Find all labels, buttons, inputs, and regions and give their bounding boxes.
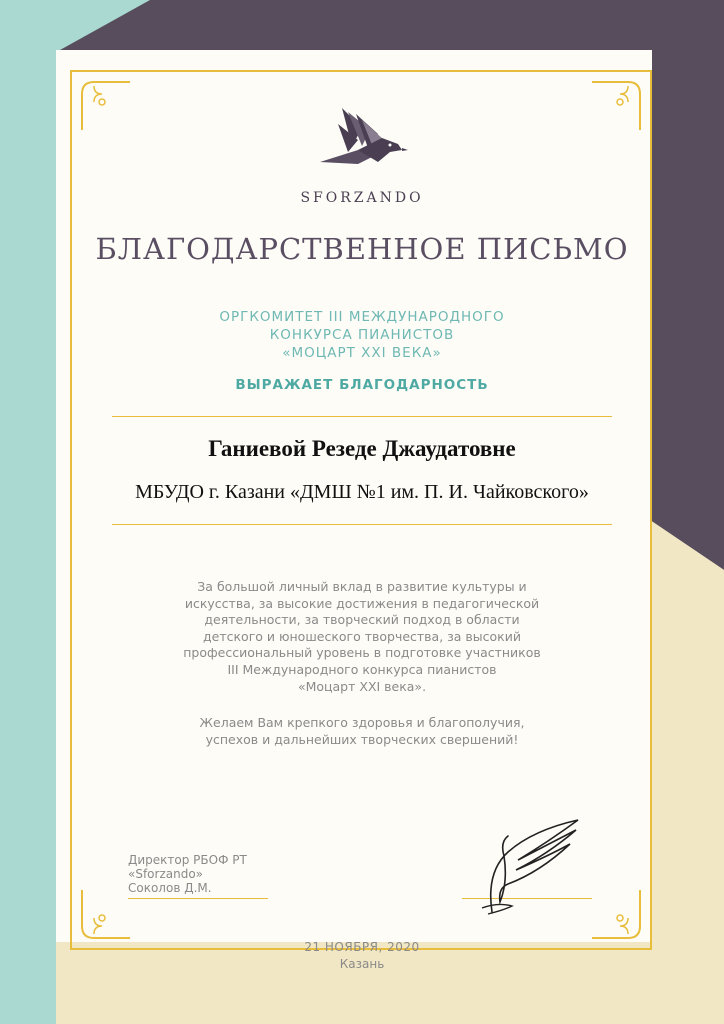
- body-line: деятельности, за творческий подход в области: [204, 612, 520, 628]
- gratitude-body: [0, 579, 724, 695]
- wish-line: успехов и дальнейших творческих свершений!: [205, 731, 519, 747]
- signatory-block: [128, 853, 247, 895]
- signatory-line: Директор РБОФ РТ: [128, 853, 247, 867]
- body-line: профессиональный уровень в подготовке участников: [183, 645, 541, 661]
- body-line: «Моцарт XXI века».: [297, 678, 427, 694]
- issue-city: Казань: [339, 957, 385, 971]
- organizer-line: ОРГКОМИТЕТ III МЕЖДУНАРОДНОГО: [219, 309, 505, 325]
- expresses-gratitude: ВЫРАЖАЕТ БЛАГОДАРНОСТЬ: [235, 377, 489, 393]
- recipient-name: Ганиевой Резеде Джаудатовне: [208, 436, 516, 461]
- signatory-line: Соколов Д.М.: [128, 881, 212, 895]
- recipient-school: МБУДО г. Казани «ДМШ №1 им. П. И. Чайковского»: [135, 481, 589, 503]
- corner-ornament-bottom-right: [590, 888, 650, 948]
- body-line: За большой личный вклад в развитие культуры и: [197, 579, 527, 594]
- corner-ornament-top-left: [72, 72, 132, 132]
- organizer-block: [0, 308, 724, 362]
- wish-line: Желаем Вам крепкого здоровья и благополучия,: [199, 715, 525, 730]
- brand-name: SFORZANDO: [300, 190, 424, 206]
- organizer-line: «МОЦАРТ XXI ВЕКА»: [282, 345, 442, 361]
- divider-top: [112, 416, 612, 417]
- wishes-text: [0, 715, 724, 748]
- body-line: искусства, за высокие достижения в педагогической: [184, 595, 540, 611]
- corner-ornament-top-right: [590, 72, 650, 132]
- signatory-line: «Sforzando»: [128, 867, 204, 881]
- signature-line-left: [128, 898, 268, 899]
- issue-date: 21 НОЯБРЯ, 2020: [304, 940, 420, 954]
- bird-logo-icon: [318, 100, 408, 175]
- body-line: детского и юношеского творчества, за высокий: [203, 628, 521, 644]
- handwritten-signature: [478, 812, 588, 917]
- body-line: III Международного конкурса пианистов: [227, 661, 497, 677]
- divider-bottom: [112, 524, 612, 525]
- corner-ornament-bottom-left: [72, 888, 132, 948]
- organizer-line: КОНКУРСА ПИАНИСТОВ: [269, 327, 455, 343]
- page-title: БЛАГОДАРСТВЕННОЕ ПИСЬМО: [95, 232, 629, 266]
